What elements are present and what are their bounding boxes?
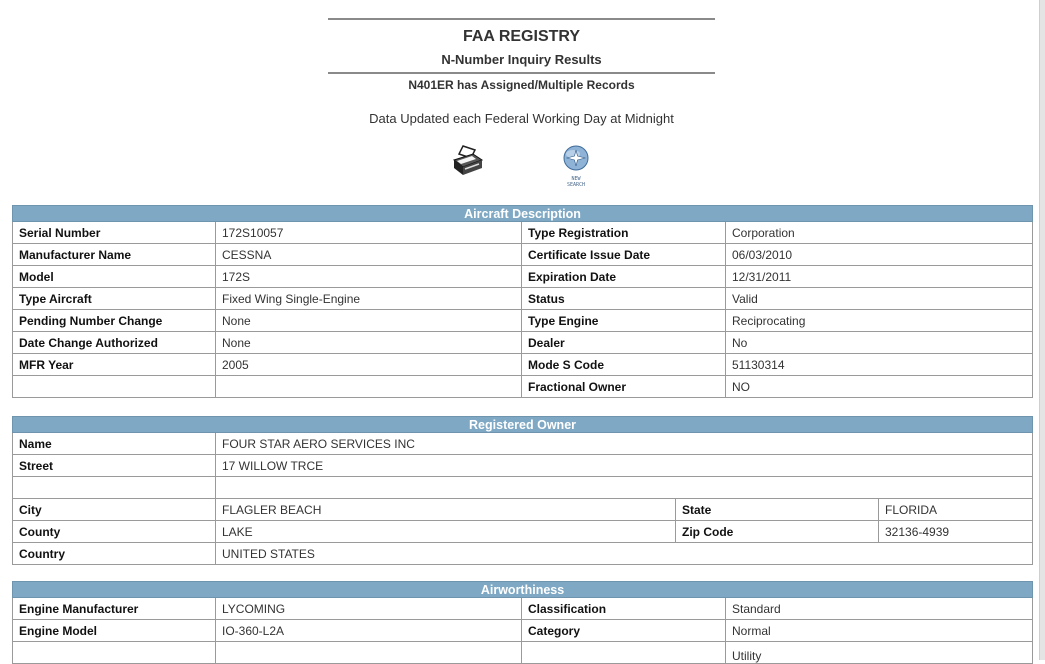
table-row — [13, 433, 1033, 455]
table-row — [13, 499, 1033, 521]
table-row — [13, 521, 1033, 543]
empty-value-cell — [216, 376, 522, 398]
table-row — [13, 642, 1033, 664]
zip-code-value: 32136-4939 — [879, 521, 1033, 543]
type-engine-value: Reciprocating — [726, 310, 1033, 332]
empty-label-cell — [13, 376, 216, 398]
city-label: City — [13, 499, 216, 521]
owner-name-label: Name — [13, 433, 216, 455]
mode-s-code-label: Mode S Code — [522, 354, 726, 376]
classification-label: Classification — [522, 598, 726, 620]
table-row — [13, 543, 1033, 565]
pending-number-change-value: None — [216, 310, 522, 332]
mfr-year-label: MFR Year — [13, 354, 216, 376]
type-aircraft-value: Fixed Wing Single-Engine — [216, 288, 522, 310]
certificate-issue-date-label: Certificate Issue Date — [522, 244, 726, 266]
empty-label-cell — [522, 642, 726, 664]
serial-number-label: Serial Number — [13, 222, 216, 244]
registered-owner-heading: Registered Owner — [13, 417, 1033, 433]
street2-value — [216, 477, 1033, 499]
table-row — [13, 266, 1033, 288]
county-value: LAKE — [216, 521, 676, 543]
vertical-scrollbar[interactable] — [1039, 0, 1045, 660]
engine-manufacturer-value: LYCOMING — [216, 598, 522, 620]
mfr-year-value: 2005 — [216, 354, 522, 376]
page-title: FAA REGISTRY — [462, 28, 581, 45]
dealer-label: Dealer — [522, 332, 726, 354]
mode-s-code-value: 51130314 — [726, 354, 1033, 376]
airworthiness-heading: Airworthiness — [13, 582, 1033, 598]
printer-icon — [451, 144, 485, 178]
expiration-date-label: Expiration Date — [522, 266, 726, 288]
table-row — [13, 288, 1033, 310]
records-note: N401ER has Assigned/Multiple Records — [408, 78, 635, 92]
fractional-owner-value: NO — [726, 376, 1033, 398]
status-label: Status — [522, 288, 726, 310]
street-value: 17 WILLOW TRCE — [216, 455, 1033, 477]
status-value: Valid — [726, 288, 1033, 310]
empty-label-cell — [13, 642, 216, 664]
type-registration-label: Type Registration — [522, 222, 726, 244]
certificate-issue-date-value: 06/03/2010 — [726, 244, 1033, 266]
city-value: FLAGLER BEACH — [216, 499, 676, 521]
page-subtitle: N-Number Inquiry Results — [441, 52, 602, 67]
country-label: Country — [13, 543, 216, 565]
table-row — [13, 222, 1033, 244]
classification-value: Standard — [726, 598, 1033, 620]
print-button[interactable] — [451, 144, 485, 178]
new-search-button[interactable] — [560, 145, 592, 188]
owner-name-value: FOUR STAR AERO SERVICES INC — [216, 433, 1033, 455]
serial-number-value: 172S10057 — [216, 222, 522, 244]
table-row — [13, 455, 1033, 477]
table-row — [13, 354, 1033, 376]
airplane-globe-icon — [562, 145, 590, 171]
dealer-value: No — [726, 332, 1033, 354]
engine-manufacturer-label: Engine Manufacturer — [13, 598, 216, 620]
state-label: State — [676, 499, 879, 521]
header-top-rule — [328, 18, 715, 20]
aircraft-description-heading: Aircraft Description — [13, 206, 1033, 222]
new-search-label-1: NEW — [571, 176, 581, 182]
county-label: County — [13, 521, 216, 543]
category-label: Category — [522, 620, 726, 642]
date-change-authorized-label: Date Change Authorized — [13, 332, 216, 354]
registered-owner-table — [12, 416, 1033, 565]
model-value: 172S — [216, 266, 522, 288]
category-utility-value: Utility — [726, 642, 1033, 664]
country-value: UNITED STATES — [216, 543, 1033, 565]
header-bottom-rule — [328, 72, 715, 74]
table-row — [13, 620, 1033, 642]
fractional-owner-label: Fractional Owner — [522, 376, 726, 398]
model-label: Model — [13, 266, 216, 288]
page-header — [328, 18, 715, 74]
type-registration-value: Corporation — [726, 222, 1033, 244]
updated-note: Data Updated each Federal Working Day at Midnight — [369, 111, 674, 126]
table-row — [13, 477, 1033, 499]
date-change-authorized-value: None — [216, 332, 522, 354]
street2-label — [13, 477, 216, 499]
zip-code-label: Zip Code — [676, 521, 879, 543]
expiration-date-value: 12/31/2011 — [726, 266, 1033, 288]
table-row — [13, 310, 1033, 332]
empty-value-cell — [216, 642, 522, 664]
street-label: Street — [13, 455, 216, 477]
manufacturer-name-value: CESSNA — [216, 244, 522, 266]
state-value: FLORIDA — [879, 499, 1033, 521]
airworthiness-table — [12, 581, 1033, 664]
type-aircraft-label: Type Aircraft — [13, 288, 216, 310]
type-engine-label: Type Engine — [522, 310, 726, 332]
new-search-label-2: SEARCH — [566, 182, 586, 188]
table-row — [13, 332, 1033, 354]
pending-number-change-label: Pending Number Change — [13, 310, 216, 332]
table-row — [13, 244, 1033, 266]
manufacturer-name-label: Manufacturer Name — [13, 244, 216, 266]
category-value: Normal — [726, 620, 1033, 642]
table-row — [13, 598, 1033, 620]
engine-model-value: IO-360-L2A — [216, 620, 522, 642]
table-row — [13, 376, 1033, 398]
engine-model-label: Engine Model — [13, 620, 216, 642]
aircraft-description-table — [12, 205, 1033, 398]
